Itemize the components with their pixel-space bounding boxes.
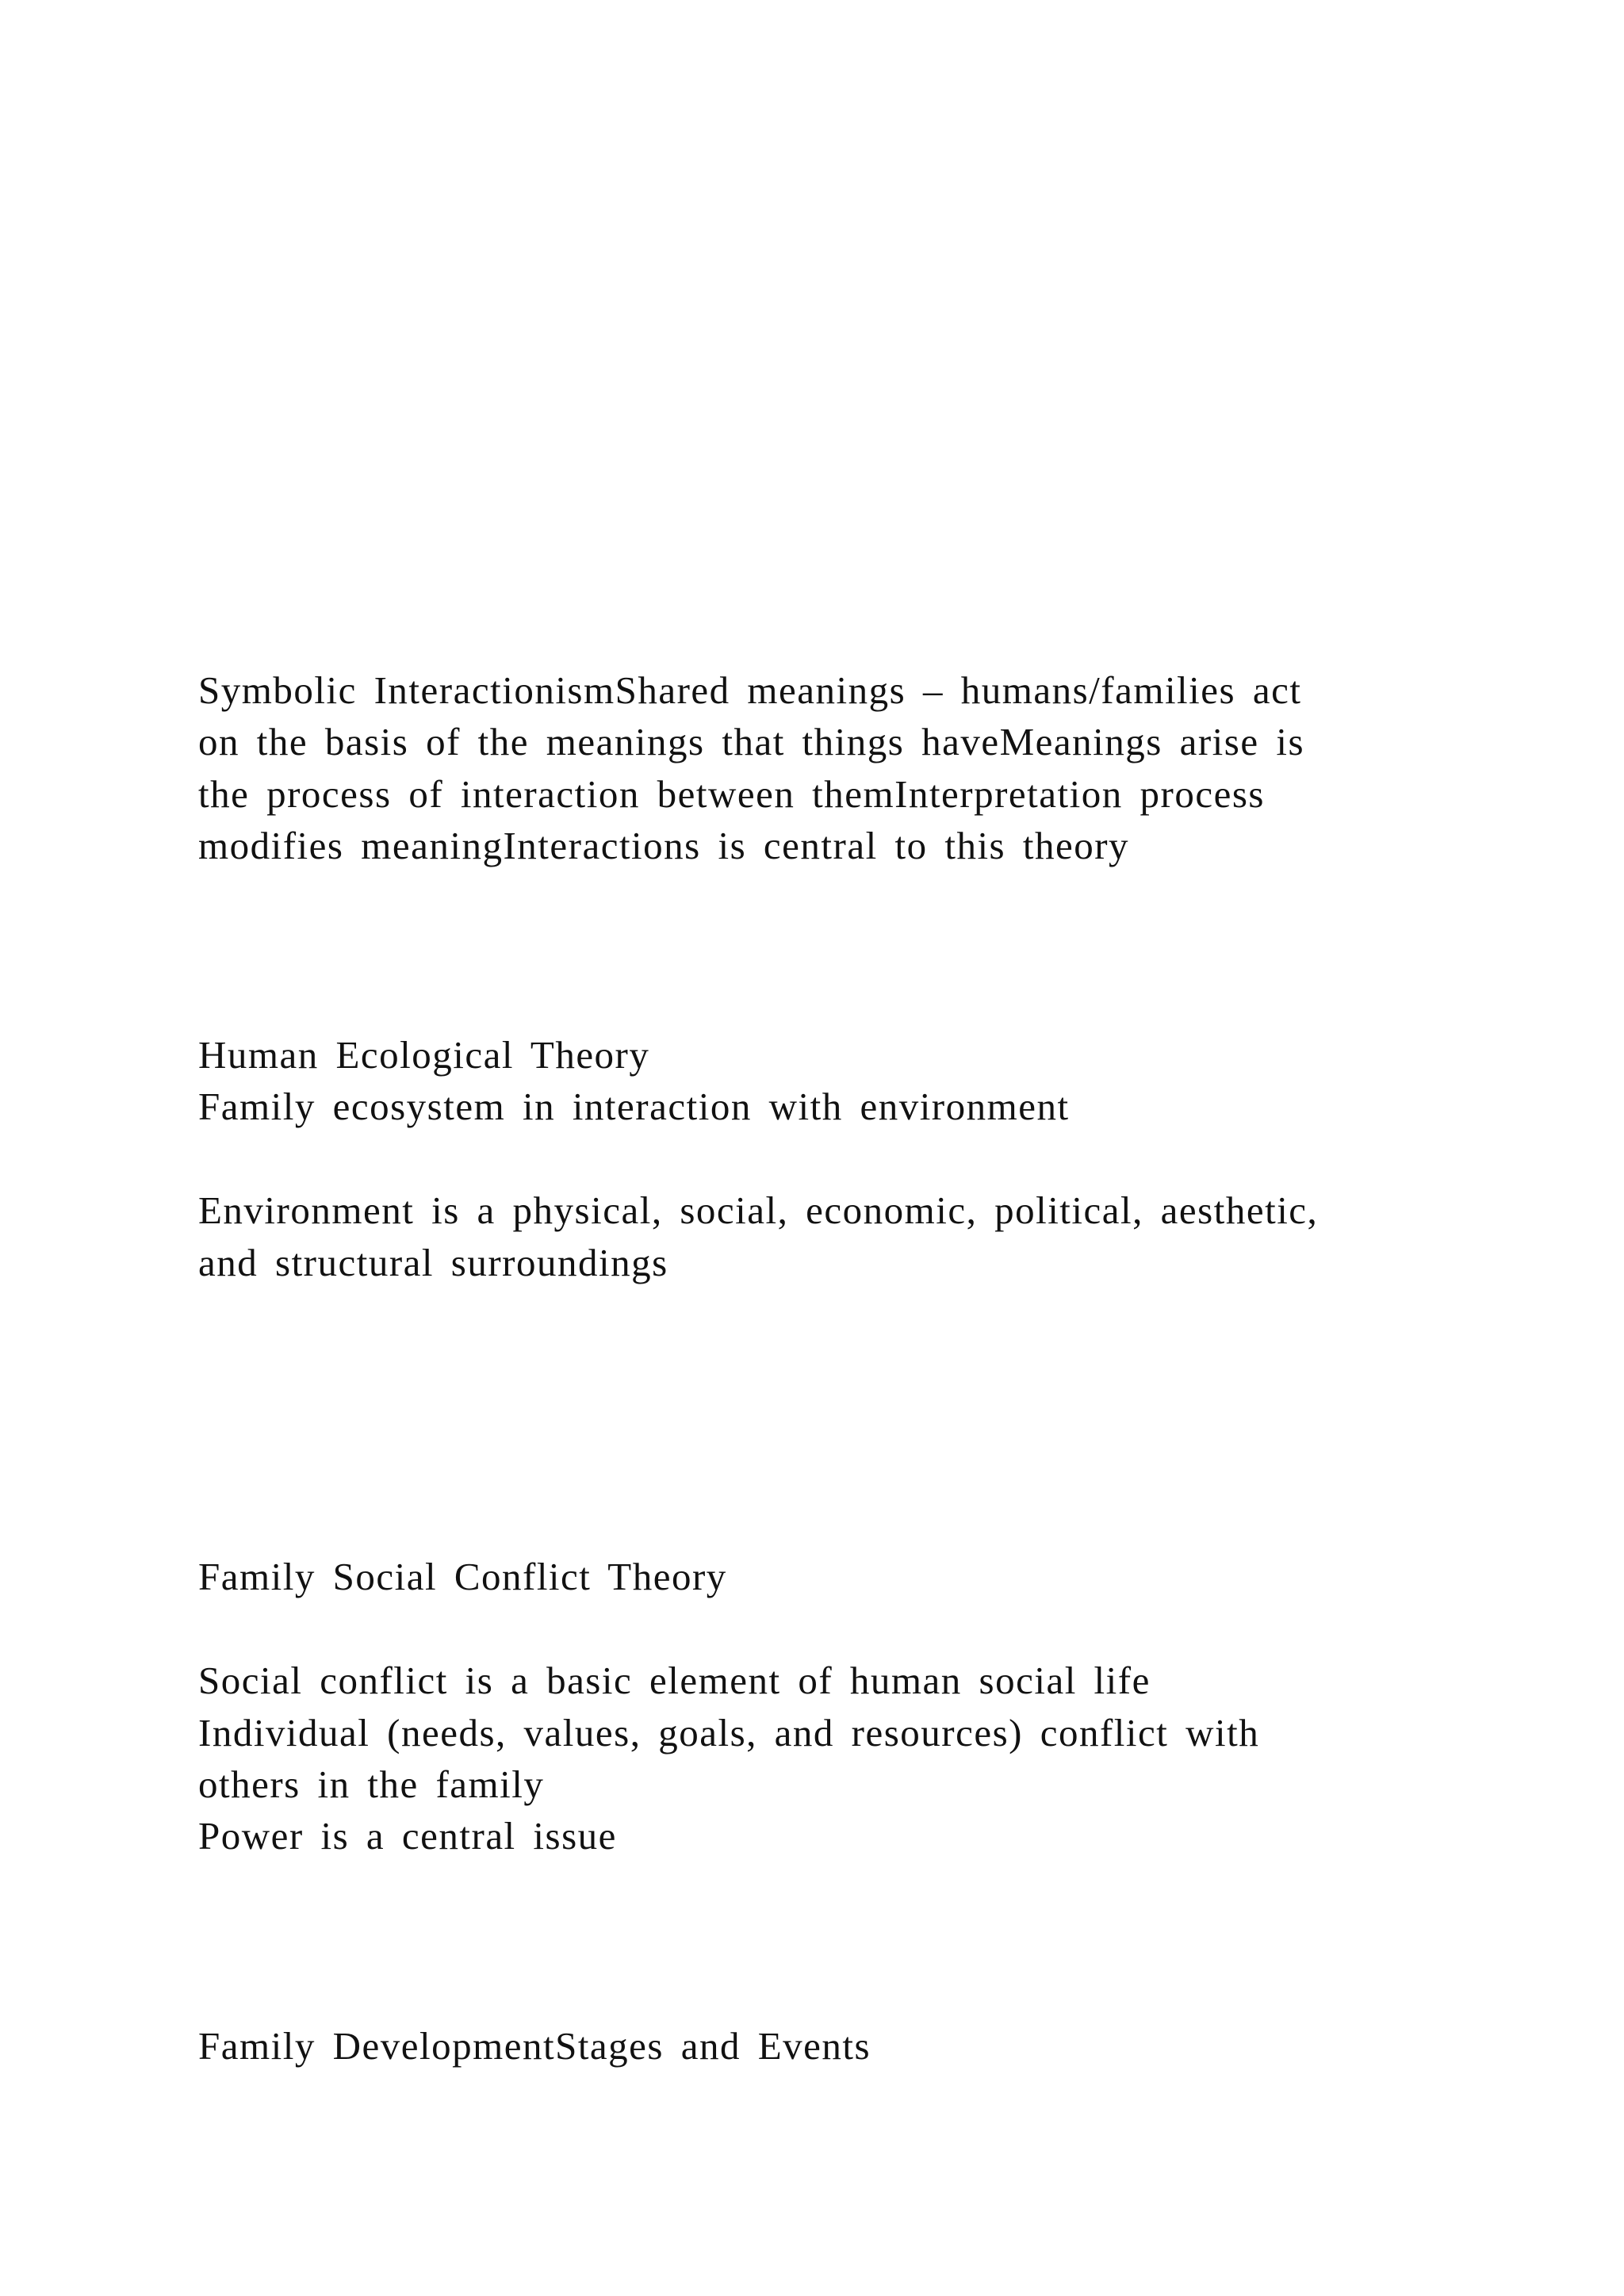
conflict-title: Family Social Conflict Theory <box>198 1555 727 1598</box>
conflict-line-2: Individual (needs, values, goals, and resources) conflict with <box>198 1711 1260 1755</box>
ecological-line-3: and structural surroundings <box>198 1241 668 1284</box>
symbolic-line-2: on the basis of the meanings that things haveMeanings arise is <box>198 720 1305 763</box>
ecological-line-2: Environment is a physical, social, economic, political, aesthetic, <box>198 1188 1319 1232</box>
symbolic-line-1: Symbolic InteractionismShared meanings – humans/families act <box>198 668 1302 712</box>
conflict-line-3: others in the family <box>198 1762 545 1806</box>
symbolic-line-4: modifies meaningInteractions is central to this theory <box>198 824 1130 867</box>
ecological-line-1: Family ecosystem in interaction with environment <box>198 1085 1070 1128</box>
symbolic-line-3: the process of interaction between themInterpretation process <box>198 772 1265 816</box>
development-title: Family DevelopmentStages and Events <box>198 2024 871 2068</box>
conflict-line-1: Social conflict is a basic element of human social life <box>198 1659 1151 1702</box>
conflict-line-4: Power is a central issue <box>198 1814 617 1858</box>
ecological-title: Human Ecological Theory <box>198 1033 650 1077</box>
